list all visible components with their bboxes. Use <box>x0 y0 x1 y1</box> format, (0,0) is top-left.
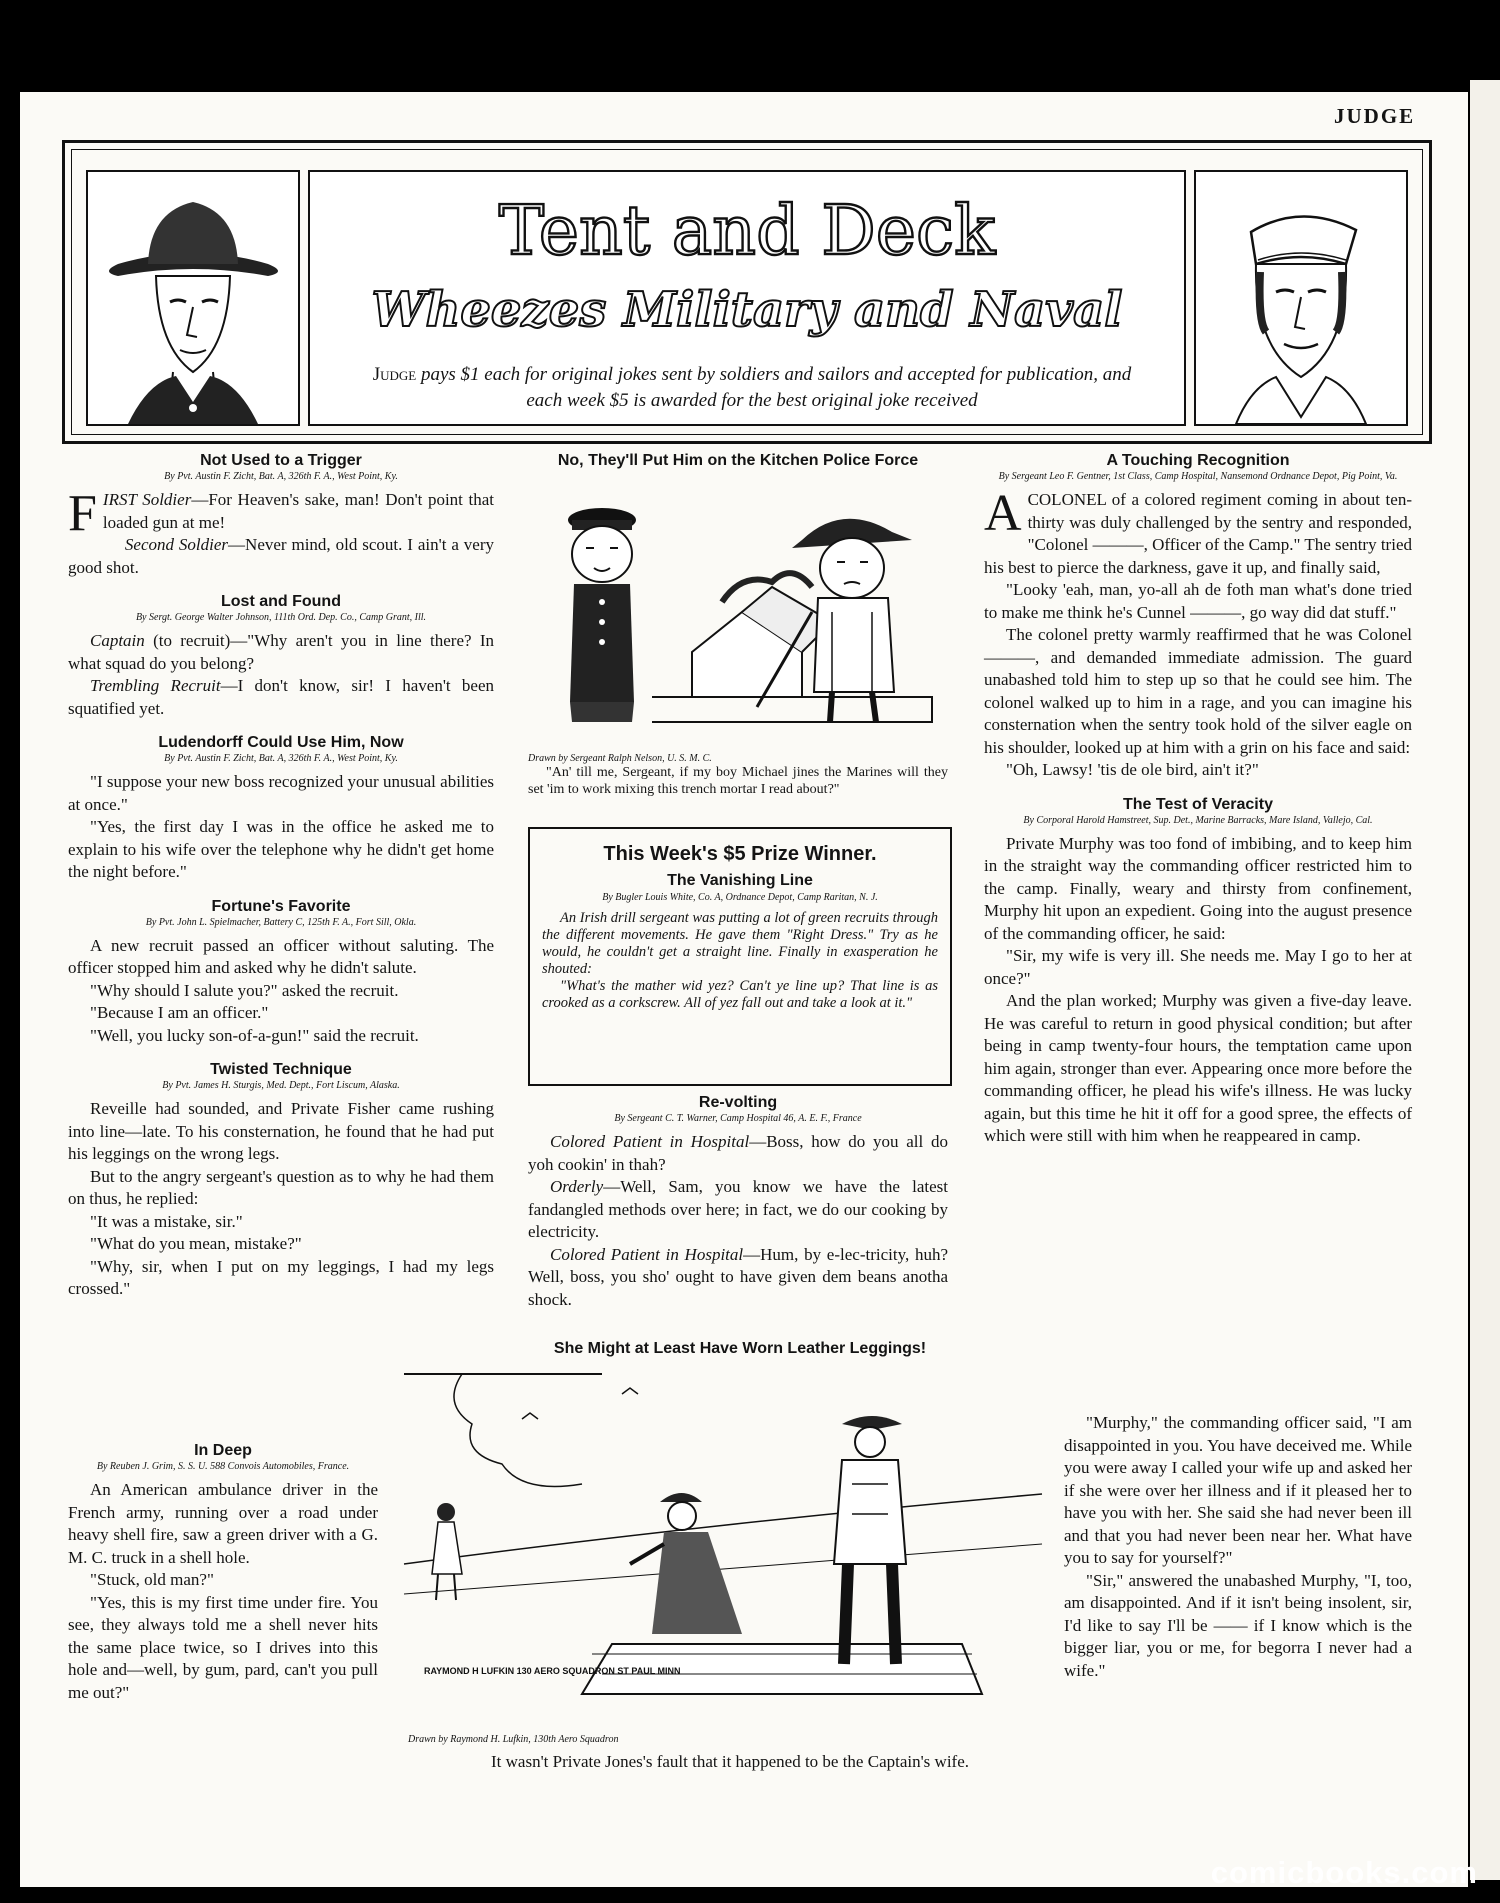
page-subtitle: Wheezes Military and Naval <box>371 282 1123 338</box>
line: —Boss, how do you all do yoh cookin' in thah? <box>528 1132 948 1174</box>
prize-byline: By Bugler Louis White, Co. A, Ordnance Depot, Camp Raritan, N. J. <box>602 892 878 903</box>
story-paragraph: An American ambulance driver in the French army, running over a road under heavy shell fire, saw a green driver with a G. M. C. truck in a shell hole. <box>68 1480 378 1567</box>
story-byline: By Sergeant C. T. Warner, Camp Hospital 46, A. E. F., France <box>614 1113 862 1124</box>
story-paragraph: "Why should I salute you?" asked the recruit. <box>90 980 399 1000</box>
speaker: Trembling Recruit <box>90 676 221 695</box>
story-title: Twisted Technique <box>210 1061 352 1078</box>
story-paragraph: "Well, you lucky son-of-a-gun!" said the recruit. <box>90 1025 419 1045</box>
story-byline: By Pvt. James H. Sturgis, Med. Dept., Fort Liscum, Alaska. <box>162 1080 400 1091</box>
speaker: Colored Patient in Hospital <box>550 1244 744 1264</box>
big-cartoon-caption: It wasn't Private Jones's fault that it happened to be the Captain's wife. <box>491 1752 969 1771</box>
title-box <box>308 170 1186 426</box>
story-paragraph: "Because I am an officer." <box>90 1003 269 1022</box>
soldier-portrait-drawing <box>88 172 298 424</box>
prize-story-title: The Vanishing Line <box>667 872 813 889</box>
story-paragraph: "Yes, the first day I was in the office he asked me to explain to his wife over the telephone why he didn't get home the night before." <box>68 817 494 881</box>
story-paragraph <box>68 485 494 542</box>
banner-inner-frame <box>71 149 1423 435</box>
story-title: Fortune's Favorite <box>211 897 351 915</box>
prize-winner-box <box>528 827 952 1086</box>
page-title: Tent and Deck <box>498 192 996 271</box>
intro-judge: Judge <box>372 364 417 385</box>
leggings-cartoon <box>402 1364 1062 1734</box>
story-title: A Touching Recognition <box>1106 452 1290 469</box>
line: —Never mind, old scout. I ain't a very good shot. <box>68 535 494 577</box>
story-title: Ludendorff Could Use Him, Now <box>158 734 404 751</box>
story-paragraph: "Sir, my wife is very ill. She needs me. May I go to her at once?" <box>984 946 1412 988</box>
story-paragraph: But to the angry sergeant's question as to why he had them on thus, he replied: <box>68 1166 494 1208</box>
line: —I don't know, sir! I haven't been squatified yet. <box>68 676 494 718</box>
story-paragraph: "Why, sir, when I put on my leggings, I had my legs crossed." <box>68 1256 494 1298</box>
story-paragraph: "It was a mistake, sir." <box>90 1211 243 1231</box>
cartoon-credit: Drawn by Sergeant Ralph Nelson, U. S. M. C. <box>528 753 712 764</box>
cartoon-title: No, They'll Put Him on the Kitchen Police Force <box>557 452 919 469</box>
column-left <box>68 452 494 1301</box>
big-cartoon-credit: Drawn by Raymond H. Lufkin, 130th Aero Squadron <box>408 1734 619 1745</box>
story-paragraph: A new recruit passed an officer without saluting. The officer stopped him and asked why he didn't salute. <box>68 935 494 977</box>
story-title: Re-volting <box>698 1094 778 1111</box>
intro-rest: pays $1 each for original jokes sent by soldiers and sailors and accepted for publication, and each week $5 is awarded for the best original joke received <box>416 364 1132 411</box>
story-title: The Test of Veracity <box>1123 795 1273 813</box>
story-byline: By Pvt. Austin F. Zicht, Bat. A, 326th F. A., West Point, Ky. <box>164 471 398 482</box>
line: COLONEL of a colored regiment coming in about ten-thirty was duly challenged by the sentry and responded, "Colonel ———, Officer of the Camp." The sentry tried his best to pierce the darkness, gave it up, and finally said, <box>984 490 1412 577</box>
story-title: In Deep <box>194 1442 252 1459</box>
speaker: Colored Patient in Hospital <box>550 1132 750 1151</box>
watermark: comicbooks.com <box>1210 1855 1478 1890</box>
story-byline: By Pvt. Austin F. Zicht, Bat. A, 326th F. A., West Point, Ky. <box>164 753 398 764</box>
story-paragraph <box>68 534 494 579</box>
soldier-portrait <box>86 170 300 426</box>
story-paragraph <box>984 485 1412 579</box>
prize-heading: This Week's $5 Prize Winner. <box>603 843 877 865</box>
speaker: Second Soldier <box>124 535 229 554</box>
story-byline: By Reuben J. Grim, S. S. U. 588 Convois Automobiles, France. <box>96 1461 350 1472</box>
line: (to recruit)—"Why aren't you in line there? In what squad do you belong? <box>68 631 494 673</box>
leggings-drawing <box>402 1364 1062 1734</box>
story-byline: By Sergeant Leo F. Gentner, 1st Class, Camp Hospital, Nansemond Ordnance Depot, Pig Point, Va. <box>998 471 1398 482</box>
next-page-edge <box>1470 80 1500 1880</box>
sailor-portrait-drawing <box>1196 172 1406 424</box>
story-paragraph: "What do you mean, mistake?" <box>90 1234 302 1253</box>
story-paragraph: And the plan worked; Murphy was given a five-day leave. He was careful to return in good physical condition; but after being in camp twenty-four hours, the temptation came upon him again, stronger than ever. Appearing once more before the commanding officer, he plead his wife's illness. He was lucky again, but this time he hit it off for a good spree, the effects of which were still with him when he reappeared in camp. <box>984 991 1412 1145</box>
title-banner <box>62 140 1432 444</box>
story-paragraph: The colonel pretty warmly reaffirmed that he was Colonel ———, and demanded immediate admission. The guard unabashed told him to step up so that he could see him. The colonel walked up to him in a rage, and you can imagine his consternation when the sentry took hold of the silver eagle on his shoulder, looked up at him with a grin on his face and said: <box>984 625 1412 757</box>
story-paragraph <box>528 1176 948 1244</box>
prize-paragraph: "What's the mather wid yez? Can't ye line up? That line is as crooked as a corkscrew. All of yez fall out and take a look at it." <box>542 978 938 1011</box>
speaker: IRST Soldier <box>102 490 192 509</box>
story-paragraph: "Yes, this is my first time under fire. You see, they always told me a shell never hits the same place twice, so I drives into this hole and—well, by gum, pard, can't you pull me out?" <box>68 1592 378 1702</box>
story-byline: By Corporal Harold Hamstreet, Sup. Det., Marine Barracks, Mare Island, Vallejo, Cal. <box>1023 814 1373 826</box>
story-paragraph: "Looky 'eah, man, yo-all ah de foth man what's done tried to make me think he's Cunnel ———, go way did dat stuff." <box>984 580 1412 622</box>
column-middle-lower <box>528 1094 948 1311</box>
cartoon-caption: "An' till me, Sergeant, if my boy Michael jines the Marines will they set 'im to work mixing this trench mortar I read about?" <box>528 765 948 797</box>
story-title: Lost and Found <box>221 593 341 610</box>
column-right-bottom <box>1064 1412 1412 1682</box>
story-paragraph: "Sir," answered the unabashed Murphy, "I, too, am disappointed. And if it isn't being insolent, sir, I'd like to say I'll be —— if I know which is the bigger liar, you or me, for begorra I never had a wife." <box>1064 1570 1412 1680</box>
drop-cap: F <box>68 485 97 542</box>
story-paragraph <box>68 630 494 675</box>
prize-paragraph: An Irish drill sergeant was putting a lot of green recruits through the different movements. He gave them "Right Dress." Try as he would, he couldn't get a straight line. Finally in exasperation he shouted: <box>542 910 938 977</box>
story-paragraph: "Murphy," the commanding officer said, "I am disappointed in you. You have deceived me. While you were away I called your wife up and asked her if she were over her illness and if it pleased her to have you with her. She said she had never been ill and that you had never been near her. What have you to say for yourself?" <box>1064 1413 1412 1567</box>
line: —For Heaven's sake, man! Don't point that loaded gun at me! <box>102 490 494 532</box>
speaker: Orderly <box>550 1177 604 1196</box>
sailor-portrait <box>1194 170 1408 426</box>
intro-text <box>360 362 1144 414</box>
artist-signature: RAYMOND H LUFKIN 130 AERO SQUADRON ST PAUL MINN <box>424 1666 681 1676</box>
story-paragraph <box>528 1244 948 1312</box>
story-paragraph <box>528 1131 948 1176</box>
story-paragraph <box>68 675 494 720</box>
story-byline: By Sergt. George Walter Johnson, 111th Ord. Dep. Co., Camp Grant, Ill. <box>135 612 427 623</box>
column-right <box>984 452 1412 1148</box>
kitchen-police-cartoon <box>542 492 942 730</box>
line: —Well, Sam, you know we have the latest fandangled methods over here; in fact, we do our cooking by electricity. <box>528 1177 948 1241</box>
story-byline: By Pvt. John L. Spielmacher, Battery C, 125th F. A., Fort Sill, Okla. <box>145 916 417 928</box>
story-paragraph: "I suppose your new boss recognized your unusual abilities at once." <box>68 772 494 814</box>
story-paragraph: "Stuck, old man?" <box>90 1570 214 1589</box>
story-title: Not Used to a Trigger <box>200 452 362 469</box>
drop-cap: A <box>984 485 1022 542</box>
story-paragraph: Reveille had sounded, and Private Fisher came rushing into line—late. To his consternation, he found that he had put his leggings on the wrong legs. <box>68 1099 494 1163</box>
kitchen-police-drawing <box>542 492 942 730</box>
line: —Hum, by e-lec-tricity, huh? Well, boss, you sho' ought to have given dem beans anotha shock. <box>528 1244 948 1309</box>
big-cartoon-title: She Might at Least Have Worn Leather Leggings! <box>553 1340 927 1357</box>
speaker: Captain <box>90 631 145 650</box>
story-paragraph: Private Murphy was too fond of imbibing, and to keep him in the straight way the commanding officer restricted him to the camp. Finally, weary and thirsty from confinement, Murphy hit upon an expedient. Going into the august presence of the commanding officer, he said: <box>984 833 1412 943</box>
story-paragraph: "Oh, Lawsy! 'tis de ole bird, ain't it?" <box>1006 760 1259 779</box>
column-middle <box>528 452 948 798</box>
running-head: JUDGE <box>1334 104 1416 128</box>
column-left-bottom <box>68 1442 378 1704</box>
prize-text <box>530 910 950 1012</box>
